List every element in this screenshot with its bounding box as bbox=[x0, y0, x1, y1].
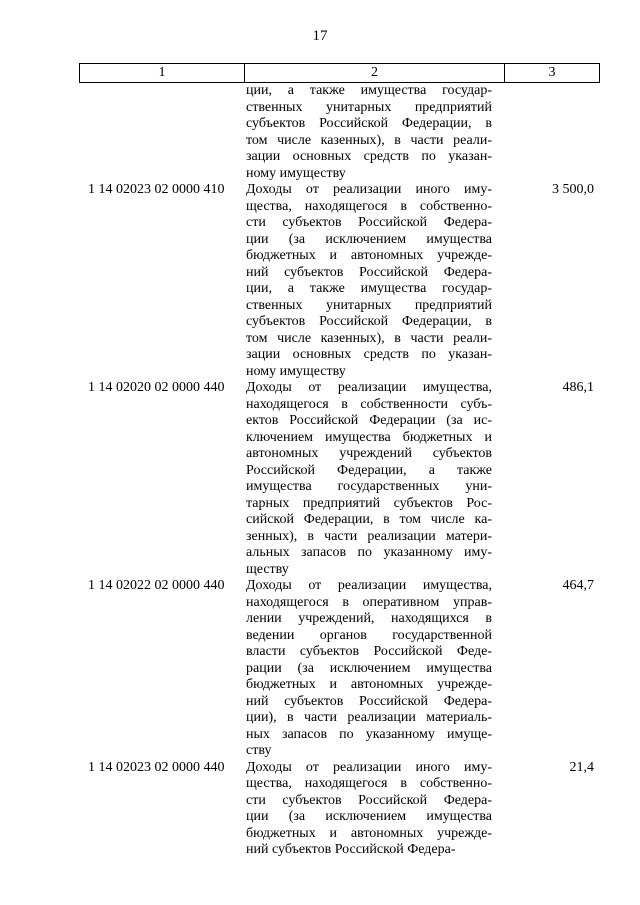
table-row bbox=[0, 83, 640, 182]
description-line: автономных учреждений субъектов bbox=[246, 446, 492, 461]
description-line: рации (за исключением имущества bbox=[246, 660, 492, 676]
description-line: тарных предприятий субъектов Рос- bbox=[246, 495, 492, 511]
description-line: ции, а также имущества государ- bbox=[246, 281, 492, 296]
description-line: зенных), в части реализации матери- bbox=[246, 528, 492, 544]
description-line: бюджетных и автономных учрежде- bbox=[246, 677, 492, 692]
description-line: лении учреждений, находящихся в bbox=[246, 611, 492, 626]
description-line: ний субъектов Российской Федера- bbox=[246, 264, 492, 280]
description-line: ведении органов государственной bbox=[246, 627, 492, 643]
description-line: Доходы от реализации имущества, bbox=[246, 578, 492, 593]
description-line: ству bbox=[246, 743, 272, 758]
description-line: ции (за исключением имущества bbox=[246, 809, 492, 824]
description-line: ществу bbox=[246, 561, 289, 577]
description-line: ственных унитарных предприятий bbox=[246, 99, 492, 115]
description-line: находящегося в оперативном управ- bbox=[246, 594, 492, 610]
description-line: имущества государственных уни- bbox=[246, 479, 492, 494]
revenue-code: 1 14 02023 02 0000 440 bbox=[88, 759, 225, 775]
description-line: щества, находящегося в собственно- bbox=[246, 198, 492, 214]
header-col-1: 1 bbox=[80, 64, 245, 82]
description-line: зации основных средств по указан- bbox=[246, 347, 492, 362]
revenue-description bbox=[246, 760, 492, 859]
table-row bbox=[0, 760, 640, 859]
description-line: власти субъектов Российской Феде- bbox=[246, 644, 492, 659]
table-row bbox=[0, 182, 640, 380]
description-line: ний субъектов Российской Федера- bbox=[246, 693, 492, 709]
description-line: сти субъектов Российской Федера- bbox=[246, 792, 492, 808]
description-line: сийской Федерации, в том числе ка- bbox=[246, 512, 492, 527]
revenue-description bbox=[246, 182, 492, 380]
revenue-description bbox=[246, 83, 492, 182]
revenue-amount: 464,7 bbox=[562, 578, 594, 593]
revenue-amount: 21,4 bbox=[569, 759, 594, 775]
description-line: Доходы от реализации имущества, bbox=[246, 380, 492, 395]
description-line: Доходы от реализации иного иму- bbox=[246, 759, 492, 775]
description-line: ции), в части реализации материаль- bbox=[246, 710, 492, 725]
table-row bbox=[0, 380, 640, 578]
description-line: ключением имущества бюджетных и bbox=[246, 429, 492, 445]
description-line: щества, находящегося в собственно- bbox=[246, 776, 492, 791]
description-line: бюджетных и автономных учрежде- bbox=[246, 825, 492, 841]
revenue-amount: 3 500,0 bbox=[552, 182, 594, 197]
description-line: ному имуществу bbox=[246, 165, 346, 181]
description-line: зации основных средств по указан- bbox=[246, 149, 492, 164]
page-number: 17 bbox=[312, 28, 328, 44]
header-col-2: 2 bbox=[245, 64, 505, 82]
revenue-description bbox=[246, 380, 492, 578]
description-line: ных запасов по указанному имуще- bbox=[246, 726, 492, 742]
description-line: находящегося в собственности субъ- bbox=[246, 396, 492, 412]
table-header bbox=[79, 63, 600, 83]
description-line: сти субъектов Российской Федера- bbox=[246, 215, 492, 230]
description-line: Российской Федерации, а также bbox=[246, 462, 492, 478]
description-line: ции, а также имущества государ- bbox=[246, 83, 492, 98]
table-row bbox=[0, 578, 640, 760]
revenue-description bbox=[246, 578, 492, 760]
revenue-code: 1 14 02023 02 0000 410 bbox=[88, 182, 225, 197]
revenue-code: 1 14 02022 02 0000 440 bbox=[88, 578, 225, 593]
description-line: том числе казенных), в части реали- bbox=[246, 330, 492, 346]
description-line: Доходы от реализации иного иму- bbox=[246, 182, 492, 197]
header-col-3: 3 bbox=[548, 65, 556, 80]
description-line: ному имуществу bbox=[246, 363, 346, 379]
description-line: бюджетных и автономных учрежде- bbox=[246, 248, 492, 263]
description-line: ний субъектов Российской Федера- bbox=[246, 842, 456, 857]
description-line: том числе казенных), в части реали- bbox=[246, 132, 492, 148]
description-line: субъектов Российской Федерации, в bbox=[246, 314, 492, 329]
description-line: ектов Российской Федерации (за ис- bbox=[246, 413, 492, 428]
revenue-code: 1 14 02020 02 0000 440 bbox=[88, 380, 225, 395]
description-line: альных запасов по указанному иму- bbox=[246, 545, 492, 560]
description-line: ции (за исключением имущества bbox=[246, 231, 492, 247]
revenue-amount: 486,1 bbox=[562, 380, 594, 395]
description-line: субъектов Российской Федерации, в bbox=[246, 116, 492, 131]
table-body bbox=[0, 83, 640, 859]
description-line: ственных унитарных предприятий bbox=[246, 297, 492, 313]
